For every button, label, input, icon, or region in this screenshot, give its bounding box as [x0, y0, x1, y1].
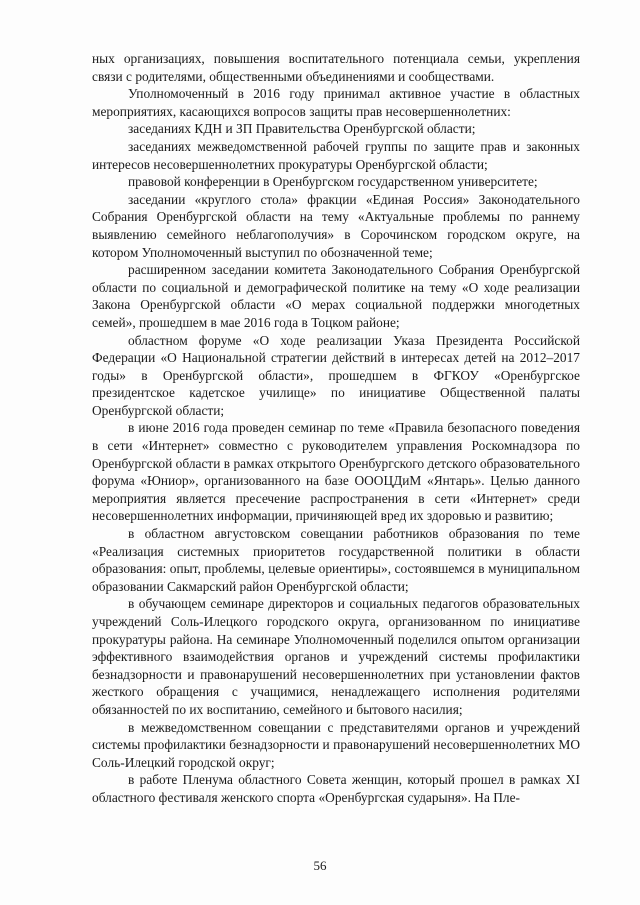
paragraph: ных организациях, повышения воспитательного потенциала семьи, укрепления связи с родителями, общественными объединениями и сообществами. [92, 51, 580, 84]
paragraph: заседаниях межведомственной рабочей группы по защите прав и законных интересов несовершеннолетних прокуратуры Оренбургской области; [92, 138, 580, 172]
page-number: 56 [313, 858, 327, 873]
paragraph: правовой конференции в Оренбургском государственном университете; [128, 174, 538, 190]
paragraph: Уполномоченный в 2016 году принимал активное участие в областных мероприятиях, касающихся вопросов защиты прав несовершеннолетних: [92, 86, 580, 119]
paragraph: заседаниях КДН и ЗП Правительства Оренбургской области; [128, 121, 476, 137]
paragraph: областном форуме «О ходе реализации Указа Президента Российской Федерации «О Национальной стратегии действий в интересах детей на 2012–2017 годы» в Оренбургской области», прошедшем в ФГКОУ «Оренбургское президентское кадетское училище» по инициативе Общественной палаты Оренбургской области; [92, 332, 580, 418]
paragraph: заседании «круглого стола» фракции «Единая Россия» Законодательного Собрания Оренбургской области на тему «Актуальные проблемы по раннему выявлению семейного неблагополучия» в Сорочинском городском округе, на котором Уполномоченный выступил по обозначенной теме; [92, 191, 580, 260]
paragraph: в июне 2016 года проведен семинар по теме «Правила безопасного поведения в сети «Интернет» совместно с руководителем управления Роскомнадзора по Оренбургской области в рамках открытого Оренбургского детского образовательного форума «Юниор», организованного на базе ОООЦДиМ «Янтарь». Целью данного мероприятия является пресечение распространения в сети «Интернет» среди несовершеннолетних информации, причиняющей вред их здоровью и развитию; [92, 420, 580, 524]
paragraph: в работе Пленума областного Совета женщин, который прошел в рамках XI областного фестиваля женского спорта «Оренбургская сударыня». На Пле- [92, 772, 580, 805]
paragraph: в межведомственном совещании с представителями органов и учреждений системы профилактики безнадзорности и правонарушений несовершеннолетних МО Соль-Илецкий городской округ; [92, 719, 580, 770]
paragraph: в областном августовском совещании работников образования по теме «Реализация системных приоритетов государственной политики в области образования: опыт, проблемы, целевые ориентиры», состоявшемся в муниципальном образовании Сакмарский район Оренбургской области; [92, 526, 580, 594]
paragraph: расширенном заседании комитета Законодательного Собрания Оренбургской области по социальной и демографической политике на тему «О ходе реализации Закона Оренбургской области «О мерах социальной поддержки многодетных семей», прошедшем в мае 2016 года в Тоцком районе; [92, 262, 580, 330]
document-body [92, 50, 580, 807]
paragraph: в обучающем семинаре директоров и социальных педагогов образовательных учреждений Соль-Илецкого городского округа, организованном по инициативе прокуратуры района. На семинаре Уполномоченный поделился опытом организации эффективного взаимодействия органов и учреждений системы профилактики безнадзорности и правонарушений несовершеннолетних при установлении фактов жесткого обращения с учащимися, ненадлежащего исполнения родителями обязанностей по их воспитанию, семейного и бытового насилия; [92, 596, 580, 717]
